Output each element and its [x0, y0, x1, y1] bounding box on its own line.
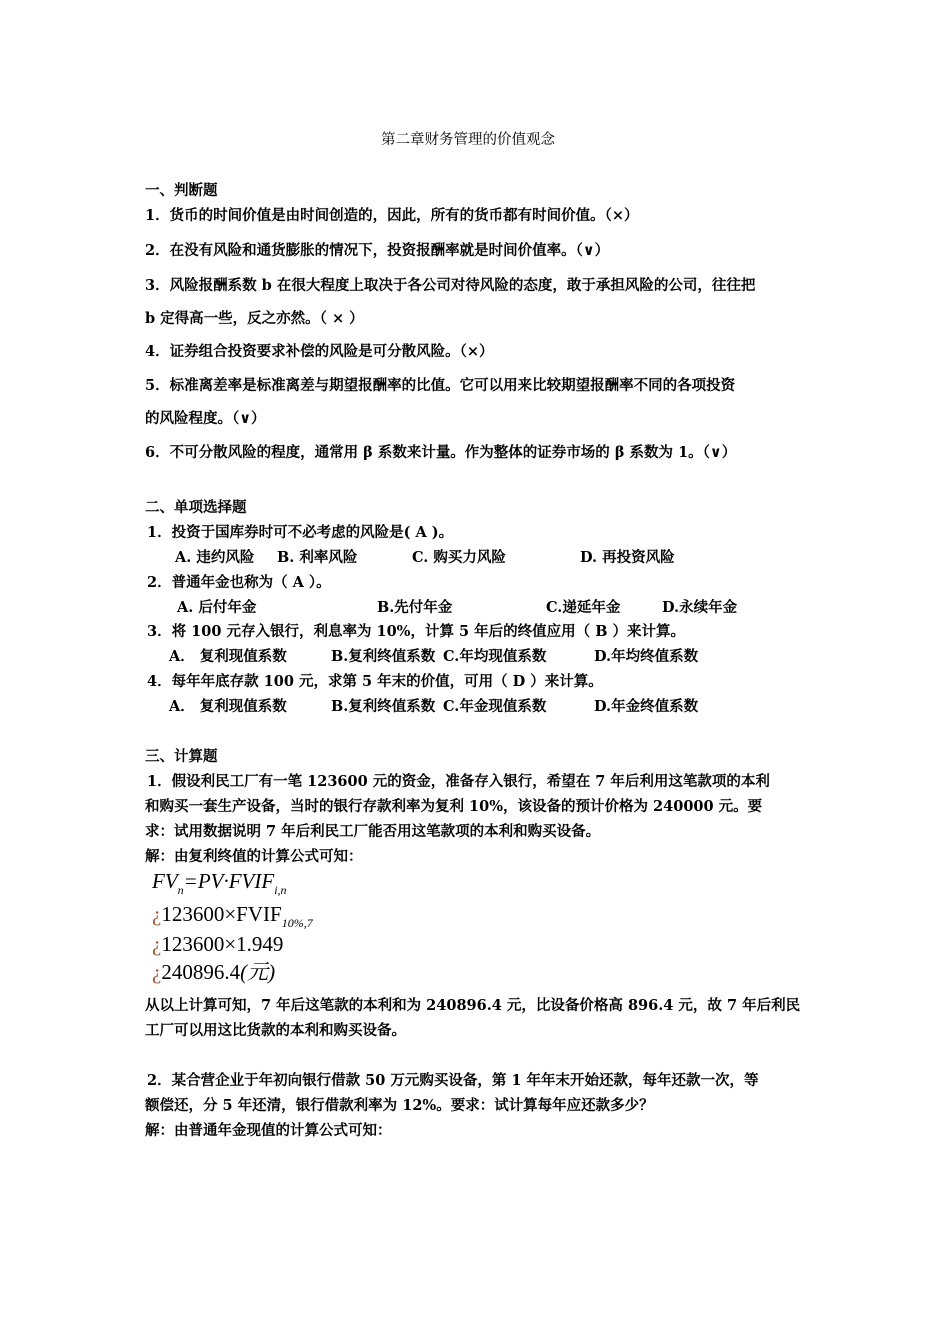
option-a: A. 违约风险 — [175, 549, 255, 566]
question-stem: 1．投资于国库券时可不必考虑的风险是( A )。 — [147, 524, 454, 541]
solution-intro: 解：由普通年金现值的计算公式可知： — [145, 1122, 392, 1139]
option-c: C. 购买力风险 — [412, 549, 506, 566]
formula-unit: (元) — [240, 960, 276, 984]
judge-line: 5．标准离差率是标准离差与期望报酬率的比值。它可以用来比较期望报酬率不同的各项投资 — [145, 377, 736, 394]
option-b: B.复利终值系数 — [331, 648, 436, 665]
section-heading-calc: 三、计算题 — [145, 748, 218, 765]
option-b: B. 利率风险 — [277, 549, 358, 566]
question-stem: 3．将 100 元存入银行，利息率为 10%，计算 5 年后的终值应用（ B ）来计算。 — [147, 623, 685, 640]
judge-line: 的风险程度。（∨） — [145, 410, 266, 427]
option-a: A． 复利现值系数 — [169, 648, 287, 665]
option-b: B.先付年金 — [377, 599, 453, 616]
page-title: 第二章财务管理的价值观念 — [381, 132, 555, 148]
formula-expr: 123600×FVIF — [161, 902, 282, 926]
option-d: D. 再投资风险 — [580, 549, 675, 566]
option-c: C.年均现值系数 — [443, 648, 547, 665]
solution-intro: 解：由复利终值的计算公式可知： — [145, 848, 363, 865]
judge-line: 2．在没有风险和通货膨胀的情况下，投资报酬率就是时间价值率。（∨） — [145, 242, 610, 259]
formula-sub-rate: 10%,7 — [281, 916, 313, 930]
formula-mark: ¿ — [152, 932, 162, 956]
judge-line: 4．证券组合投资要求补偿的风险是可分散风险。（×） — [145, 343, 494, 360]
formula-line-4 — [152, 959, 275, 985]
judge-line: b 定得高一些，反之亦然。（ × ） — [145, 310, 364, 327]
formula-line-2 — [152, 901, 313, 930]
judge-line: 6．不可分散风险的程度，通常用 β 系数来计量。作为整体的证券市场的 β 系数为 1。（∨） — [145, 444, 737, 461]
option-d: D.年金终值系数 — [594, 698, 699, 715]
formula-fv: FV — [152, 869, 178, 893]
option-d: D.永续年金 — [662, 599, 738, 616]
problem-text: 额偿还，分 5 年还清，银行借款利率为 12%。要求：试计算每年应还款多少？ — [145, 1097, 654, 1114]
conclusion-text: 从以上计算可知，7 年后这笔款的本利和为 240896.4 元，比设备价格高 896.4 元，故 7 年后利民 — [145, 997, 801, 1014]
formula-line-1 — [152, 868, 287, 897]
formula-mark: ¿ — [152, 902, 162, 926]
option-a: A. 后付年金 — [177, 599, 257, 616]
section-heading-choice: 二、单项选择题 — [145, 499, 247, 516]
formula-mark: ¿ — [152, 960, 162, 984]
judge-line: 3．风险报酬系数 b 在很大程度上取决于各公司对待风险的态度，敢于承担风险的公司，往往把 — [145, 277, 756, 294]
question-stem: 4．每年年底存款 100 元，求第 5 年末的价值，可用（ D ）来计算。 — [147, 673, 603, 690]
question-stem: 2．普通年金也称为（ A ）。 — [147, 574, 331, 591]
option-c: C.递延年金 — [546, 599, 621, 616]
formula-line-3 — [152, 931, 283, 957]
judge-line: 1．货币的时间价值是由时间创造的，因此，所有的货币都有时间价值。（×） — [145, 207, 639, 224]
option-a: A． 复利现值系数 — [169, 698, 287, 715]
formula-expr: 123600×1.949 — [161, 932, 284, 956]
problem-text: 2．某合营企业于年初向银行借款 50 万元购买设备，第 1 年年末开始还款，每年还款一次，等 — [147, 1072, 759, 1089]
problem-text: 求：试用数据说明 7 年后利民工厂能否用这笔款项的本利和购买设备。 — [145, 823, 601, 840]
conclusion-text: 工厂可以用这比货款的本利和购买设备。 — [145, 1022, 406, 1039]
option-d: D.年均终值系数 — [594, 648, 699, 665]
formula-sub-n: n — [177, 883, 184, 897]
formula-sub-in: i,n — [274, 883, 287, 897]
problem-text: 1．假设利民工厂有一笔 123600 元的资金，准备存入银行，希望在 7 年后利用这笔款项的本利 — [147, 773, 770, 790]
problem-text: 和购买一套生产设备，当时的银行存款利率为复利 10%，该设备的预计价格为 240000 元。要 — [145, 798, 763, 815]
formula-pv-fvif: =PV·FVIF — [183, 869, 275, 893]
formula-result: 240896.4 — [161, 960, 241, 984]
section-heading-judge: 一、判断题 — [145, 182, 218, 199]
option-b: B.复利终值系数 — [331, 698, 436, 715]
option-c: C.年金现值系数 — [443, 698, 547, 715]
